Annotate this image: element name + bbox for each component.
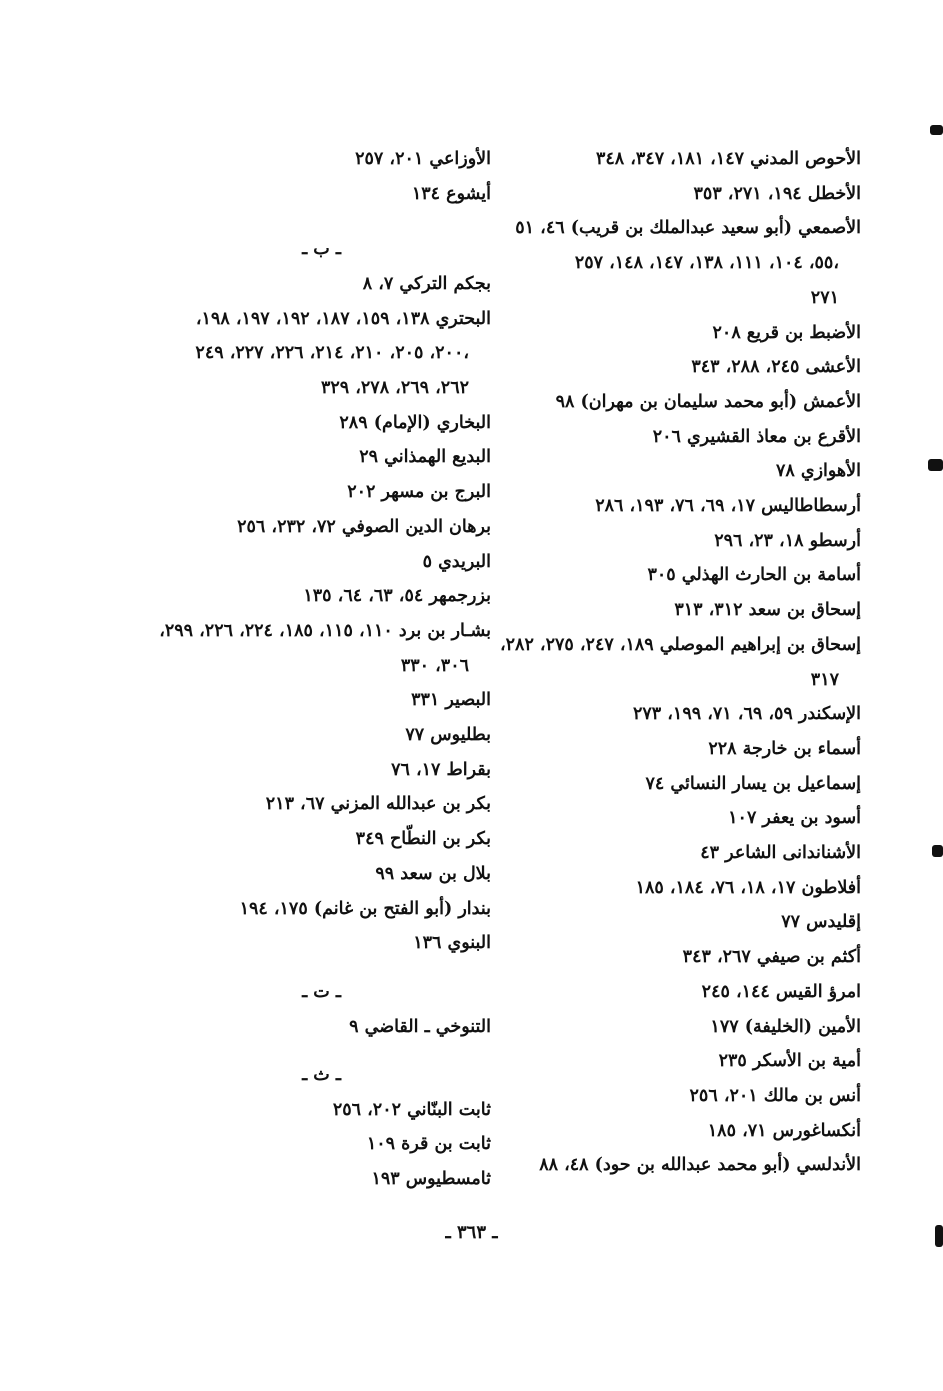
index-entry: البخاري (الإمام) ٢٨٩ xyxy=(339,412,491,433)
index-entry: أنكساغورس ٧١، ١٨٥ xyxy=(707,1120,861,1141)
index-entry: الأعمش (أبو محمد سليمان بن مهران) ٩٨ xyxy=(555,391,861,412)
section-heading: ـ ت ـ xyxy=(302,981,341,1002)
scan-edge-mark xyxy=(932,845,943,857)
index-entry: برهان الدين الصوفي ٧٢، ٢٣٢، ٢٥٦ xyxy=(237,516,491,537)
index-entry: أنس بن مالك ٢٠١، ٢٥٦ xyxy=(689,1085,861,1106)
index-entry: بلال بن سعد ٩٩ xyxy=(375,863,491,884)
index-entry: امرؤ القيس ١٤٤، ٢٤٥ xyxy=(701,981,861,1002)
index-entry: الأوزاعي ٢٠١، ٢٥٧ xyxy=(355,149,491,169)
index-entry: أرسطو ١٨، ٢٣، ٢٩٦ xyxy=(714,530,861,551)
index-entry: أكثم بن صيفي ٢٦٧، ٣٤٣ xyxy=(682,947,861,968)
index-entry: بجكم التركي ٧، ٨ xyxy=(362,273,491,294)
scan-edge-mark xyxy=(930,125,943,135)
index-entry: البحتري ١٣٨، ١٥٩، ١٨٧، ١٩٢، ١٩٧، ١٩٨، xyxy=(195,308,491,329)
index-entry: الأعشى ٢٤٥، ٢٨٨، ٣٤٣ xyxy=(691,357,861,378)
index-entry: ثابت البنّاني ٢٠٢، ٢٥٦ xyxy=(332,1099,491,1120)
index-entry-continuation: ٣٠٦، ٣٣٠ xyxy=(400,655,469,676)
index-entry-continuation: ٢٦٢، ٢٦٩، ٢٧٨، ٣٢٩ xyxy=(320,378,469,399)
index-entry: ثامسطيوس ١٩٣ xyxy=(371,1169,491,1190)
index-entry: الأشناندانى الشاعر ٤٣ xyxy=(700,843,861,863)
scan-edge-mark xyxy=(935,1225,943,1247)
index-entry-continuation: ٣١٧ xyxy=(810,669,839,690)
index-entry: أيشوع ١٣٤ xyxy=(411,183,491,204)
index-entry: أسماء بن خارجة ٢٢٨ xyxy=(708,738,861,759)
index-entry: ثابت بن قرة ١٠٩ xyxy=(366,1134,491,1155)
index-entry: الأحوص المدني ١٤٧، ١٨١، ٣٤٧، ٣٤٨ xyxy=(595,149,861,169)
index-entry: بزرجمهر ٥٤، ٦٣، ٦٤، ١٣٥ xyxy=(303,586,491,607)
index-entry: بندار (أبو الفتح بن غانم) ١٧٥، ١٩٤ xyxy=(239,898,491,919)
index-entry: بشـار بن برد ١١٠، ١١٥، ١٨٥، ٢٢٤، ٢٢٦، ٢٩٩، xyxy=(159,620,491,641)
index-entry: أرسطاطاليس ١٧، ٦٩، ٧٦، ١٩٣، ٢٨٦ xyxy=(595,496,861,516)
index-entry: أفلاطون ١٧، ١٨، ٧٦، ١٨٤، ١٨٥ xyxy=(635,877,861,898)
index-entry: الأمين (الخليفة) ١٧٧ xyxy=(710,1016,861,1037)
index-entry: الأهوازي ٧٨ xyxy=(775,461,861,482)
index-entry: أسود بن يعفر ١٠٧ xyxy=(728,808,861,829)
index-entry: التنوخي ـ القاضي ٩ xyxy=(349,1016,491,1037)
index-entry: بكر بن عبدالله المزني ٦٧، ٢١٣ xyxy=(265,794,491,815)
index-entry: بكر بن النطّاح ٣٤٩ xyxy=(355,829,491,850)
index-entry: الأقرع بن معاذ القشيري ٢٠٦ xyxy=(652,426,861,447)
scan-edge-mark xyxy=(928,459,943,471)
section-heading: ـ ب ـ xyxy=(302,239,341,260)
index-entry: الأندلسي (أبو محمد عبدالله بن حود) ٤٨، ٨٨ xyxy=(539,1155,861,1176)
index-entry: بقراط ١٧، ٧٦ xyxy=(391,759,491,780)
index-entry: البصير ٣٣١ xyxy=(411,690,491,711)
index-entry: الأصمعي (أبو سعيد عبدالملك بن قريب) ٤٦، ٥١ xyxy=(515,218,861,239)
index-entry: أمية بن الأسكر ٢٣٥ xyxy=(718,1051,861,1072)
index-entry-continuation: ٥٥، ١٠٤، ١١١، ١٣٨، ١٤٧، ١٤٨، ٢٥٧، xyxy=(574,253,839,274)
index-entry-continuation: ٢٧١ xyxy=(810,287,839,308)
index-entry: البنوي ١٣٦ xyxy=(413,933,491,954)
index-entry: إسحاق بن إبراهيم الموصلي ١٨٩، ٢٤٧، ٢٧٥، ٢٨٢، xyxy=(499,634,861,655)
index-entry: الأخطل ١٩٤، ٢٧١، ٣٥٣ xyxy=(693,183,861,204)
index-entry: إقليدس ٧٧ xyxy=(781,912,861,933)
index-entry: الإسكندر ٥٩، ٦٩، ٧١، ١٩٩، ٢٧٣ xyxy=(632,704,861,725)
index-entry: الأضبط بن قريع ٢٠٨ xyxy=(712,322,861,343)
page-number: ـ ٣٦٣ ـ xyxy=(445,1222,498,1243)
section-heading: ـ ث ـ xyxy=(302,1065,341,1086)
index-entry: بطليوس ٧٧ xyxy=(405,725,491,746)
index-entry: إسحاق بن سعد ٣١٢، ٣١٣ xyxy=(674,600,861,621)
index-entry: البرج بن مسهر ٢٠٢ xyxy=(347,482,491,503)
index-entry: أسامة بن الحارث الهذلي ٣٠٥ xyxy=(647,565,861,586)
index-entry-continuation: ٢٠٠، ٢٠٥، ٢١٠، ٢١٤، ٢٢٦، ٢٢٧، ٢٤٩، xyxy=(195,343,469,364)
index-entry: إسماعيل بن يسار النسائي ٧٤ xyxy=(645,773,861,794)
index-entry: البديع الهمذاني ٢٩ xyxy=(359,447,491,468)
index-entry: البريدي ٥ xyxy=(422,551,491,572)
